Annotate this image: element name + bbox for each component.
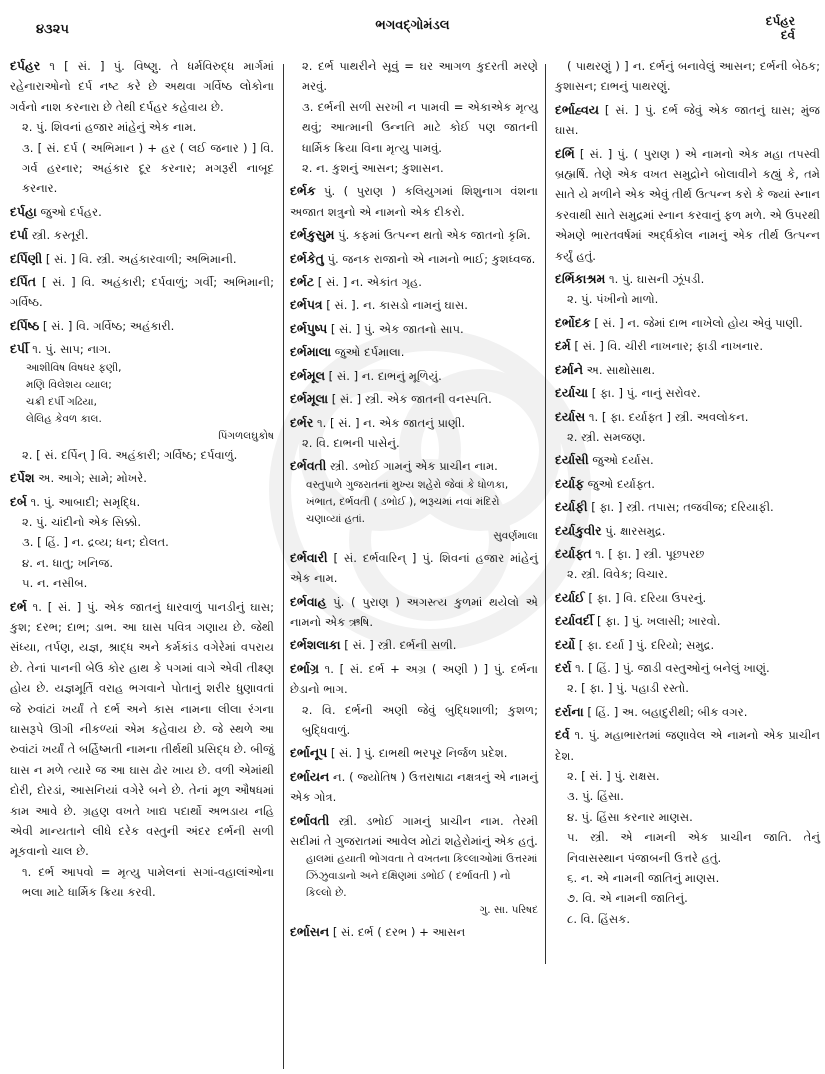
headword: દર્યાવર્દી [555, 613, 594, 629]
headword: દર્ભાહ્વય [555, 101, 599, 117]
definition: અ. સાથોસાથ. [586, 362, 656, 377]
dictionary-entry [555, 383, 820, 403]
definition: [ ફા. ] સ્ત્રી. તપાસ; તજવીજ; દરિયાફી. [591, 500, 774, 515]
headword: દર્યાફ [555, 475, 584, 491]
definition: [ સં. ]. ન. કાસડો નામનું ઘાસ. [326, 298, 468, 313]
definition: ૧ [ સં. ] પું. વિષ્ણુ. તે ધર્મવિરુદ્ધ માર્ગમાં રહેનારાઓનો દર્પ નષ્ટ કરે છે અથવા ગર્વિષ્ઠ લોકોના ગર્વનો નાશ કરનારા છે તેથી દર્પહર કહેવાય છે. [10, 59, 274, 114]
headword: દર્પેશ [10, 470, 35, 486]
definition: સ્ત્રી. ડભોઈ ગામનું એક પ્રાચીન નામ. [330, 459, 498, 474]
dictionary-entry [290, 366, 538, 386]
definition: [ સં. ] પું. દાભથી ભરપૂર નિર્જળ પ્રદેશ. [330, 746, 508, 761]
dictionary-entry [555, 521, 820, 541]
dictionary-entry [555, 588, 820, 608]
sub-sense: ૪. પું. હિંસા કરનાર માણસ. [567, 809, 693, 824]
definition: ૧. [ સં. ] ન. એક જાતનું પ્રાણી. [316, 415, 466, 430]
quote-line: ચક્રી દર્પી ગઢિયા, [26, 395, 97, 408]
headword: દર્માને [555, 361, 583, 377]
dictionary-entry [290, 342, 538, 362]
definition: [ હિં. ] અ. બહાદુરીથી; બીક વગર. [587, 704, 748, 719]
sub-sense: ૨. પું. પંખીનો માળો. [567, 292, 659, 307]
headword: દર્રાના [555, 703, 584, 719]
definition: [ સં. ] પું. ( પુરાણ ) એ નામનો એક મહા તપસ્વી બ્રહ્મર્ષિ. તેણે એક વખત સમુદ્રોને બોલાવીને કહ્યું કે, તમે સાતે યે મળીને એક એવું તીર્થ ઉત્પન્ન કરો કે જ્યાં સ્નાન કરવાથી સાતે સમુદ્રમાં સ્નાન કરવાનું ફળ મળે. એ ઉપરથી એમણે ભારતવર્ષમાં અર્દ્ધકોલ નામનું એક તીર્થ ઉત્પન્ન કર્યું હતું. [555, 146, 821, 263]
definition: [ સં. ] સ્ત્રી. દર્ભની સળી. [344, 638, 457, 653]
definition: [ સં. ] ન. જેમાં દાભ નાખેલો હોય એવું પાણી. [594, 315, 803, 330]
dictionary-entry [555, 725, 820, 929]
dictionary-entry [290, 659, 538, 741]
headword: દર્પી [10, 341, 29, 357]
headword: દર્ભવારી [290, 549, 328, 565]
dictionary-entry [10, 492, 274, 594]
dictionary-entry [10, 225, 274, 245]
headword: દર્ભર [290, 414, 314, 430]
headword: દર્મ [555, 338, 571, 354]
dictionary-entry [555, 144, 820, 266]
headword: દર્ભોદક [555, 314, 591, 330]
column-2 [290, 56, 538, 946]
citation-quote [10, 360, 274, 445]
headword: દર્ભવાહ [290, 593, 327, 609]
sub-sense: ૨. [ ફા. ] પું. પહાડી રસ્તો. [567, 681, 689, 696]
definition: [ સં. ] પું. દર્ભ જેવું એક જાતનું ઘાસ; મુંજ ઘાસ. [555, 102, 820, 138]
dictionary-entry [290, 272, 538, 292]
definition: ન. ( જ્યોતિષ ) ઉત્તરાષાઢા નક્ષત્રનું એ નામનું એક ગોત્ર. [290, 769, 538, 805]
dictionary-entry [555, 497, 820, 517]
citation-source: ગુ. સા. પરિષદ [479, 904, 538, 917]
sub-sense: ૫. ન. નસીબ. [22, 576, 88, 591]
headword: દર્યાકુવીર [555, 522, 602, 538]
column-3 [555, 56, 820, 932]
headword: દર્ભકુસુમ [290, 227, 335, 243]
headword: દર્યાચા [555, 385, 589, 401]
sub-sense: ૩. દર્ભની સળી સરખી ન પામવી = એકાએક મૃત્યુ થવું; આત્માની ઉન્નતિ માટે કોઈ પણ જાતની ધાર્મિક ક્રિયા વિના મૃત્યુ પામવું. [302, 99, 538, 155]
definition: ૧. પું. આબાદી; સમૃદ્ધિ. [30, 494, 141, 509]
definition: ૧. [ હિં. ] પું. જાડી વસ્તુઓનું બનેલું ખાણું. [575, 660, 770, 675]
definition: ૧. પું. સાપ; નાગ. [32, 342, 112, 357]
citation-quote [290, 851, 538, 919]
definition: જુઓ દર્યાફ્ત. [587, 476, 655, 491]
quote-line: લેલિહ કેવળ કાલ. [26, 412, 102, 425]
headword: દર્ભપુષ્પ [290, 320, 328, 336]
dictionary-entry [10, 249, 274, 269]
headword: દર્ભમાલા [290, 344, 332, 360]
definition: ( પાથરણું ) ] ન. દર્ભનું બનાવેલું આસન; દર્ભની બેઠક; કુશાસન; દાભનું પાથરણું. [555, 59, 820, 94]
headword: દર્ભમૂલા [290, 391, 328, 407]
sub-sense: ૨. સ્ત્રી. સમજણ. [567, 429, 646, 444]
definition: જુઓ દર્યાસ. [592, 453, 654, 468]
dictionary-entry [555, 474, 820, 494]
definition: [ સં. ] વિ. સ્ત્રી. અહંકારવાળી; અભિમાની. [45, 251, 237, 266]
definition: ૧. પું. મહાભારતમાં જણાવેલ એ નામનો એક પ્રાચીન દેશ. [555, 728, 821, 763]
sub-sense: ૨. વિ. દાભની પાસેનું. [302, 435, 400, 450]
dictionary-entry [290, 767, 538, 808]
headword: દર્વ [555, 727, 570, 743]
headword: દર્ભટ [290, 274, 315, 290]
definition: ૧. પું. ઘાસની ઝૂંપડી. [608, 272, 705, 287]
headword: દર્ભવતી [290, 458, 327, 474]
sub-sense: ૩. પું. હિંસા. [567, 789, 624, 804]
definition: પું. કફમાં ઉત્પન્ન થતો એક જાતનો કૃમિ. [338, 228, 531, 243]
dictionary-entry [290, 592, 538, 633]
dictionary-entry [555, 100, 820, 141]
definition: પું. ( પુરાણ ) કલિયુગમાં શિશુનાગ વંશના અજાત શત્રુનો એ નામનો એક દીકરો. [290, 184, 538, 219]
sub-sense: ૨. વિ. દર્ભની અણી જેવું બુદ્ધિશાળી; કુશળ; બુદ્ધિવાળું. [302, 702, 538, 737]
dictionary-entry [555, 635, 820, 655]
dictionary-entry [555, 336, 820, 356]
dictionary-entry [290, 635, 538, 655]
sub-sense: ૩. [ હિં. ] ન. દ્રવ્ય; ધન; દોલત. [22, 535, 169, 550]
definition: ૧. [ સં. ] પું. એક જાતનું ધારવાળું પાનડીનું ઘાસ; કુશ; દરભ; દાભ; ડાભ. આ ઘાસ પવિત્ર ગણાય છે. જેથી સંધ્યા, તર્પણ, યજ્ઞ, શ્રાદ્ધ અને કર્મકાંડ વગેરેમાં વપરાય છે. તેનાં પાનની બેઉ કોર હાથ કે પગમાં વાગે એવી તીક્ષ્ણ હોય છે. યજ્ઞમૂર્તિ વરાહ ભગવાને પોતાનું શરીર ધુણાવતાં જે રુવાંટાં ખર્યાં તે દર્ભ અને કાસ નામના લીલા રંગના ઘાસરૂપે ઊગી નીકળ્યાં એમ કહેવાય છે. જે સ્થળે આ રુવાંટાં ખર્યાં તે બર્હિષ્મતી નામના તીર્થથી પ્રસિદ્ધ છે. બીજું ઘાસ ન મળે ત્યારે જ આ ઘાસ ઢોર ખાય છે. વળી એમાંથી દોરી, દોરડાં, આસનિયાં વગેરે બને છે. તેનાં મૂળ ઔષધમાં કામ આવે છે. ગ્રહણ વખતે ખાદ્ય પદાર્થો અભડાય નહિ એવી માન્યતાને લીધે દરેક વસ્તુની અંદર દર્ભની સળી મૂકવાનો ચાલ છે. [10, 599, 274, 859]
column-divider [545, 64, 546, 964]
headword: દર્ભપત્ર [290, 297, 323, 313]
sub-sense: ૧. દર્ભ આપવો = મૃત્યુ પામેલનાં સગાં-વહાલાંઓના ભલા માટે ધાર્મિક ક્રિયા કરવી. [22, 864, 274, 900]
definition: [ ફા. ] વિ. દરિયા ઉપરનું. [588, 590, 707, 605]
dictionary-entry [290, 181, 538, 222]
headword: દર્ભશલાકા [290, 637, 341, 653]
definition: ૧. [ ફા. ] સ્ત્રી. પૂછપરછ [595, 546, 705, 561]
dictionary-entry [555, 360, 820, 380]
headword: દર્પિત [10, 274, 36, 290]
guide-word-first: દર્પહર [765, 14, 795, 28]
sub-sense: ૭. વિ. એ નામની જાતિનું. [567, 891, 688, 906]
sub-sense: ૪. ન. ધાતુ; ખનિજ. [22, 555, 114, 570]
headword: દર્પિષ્ઠ [10, 317, 40, 333]
definition: સ્ત્રી. ડભોઈ ગામનું પ્રાચીન નામ. તેરમી સદીમાં તે ગુજરાતમાં આવેલ મોટાં શહેરોમાંનું એક હતું. [290, 813, 539, 848]
definition: પું. ક્ષારસમુદ્ર. [605, 523, 666, 538]
headword: દર્ભમૂલ [290, 367, 325, 383]
headword: દર્રા [555, 659, 572, 675]
headword: દર્ભાયન [290, 768, 330, 784]
sub-sense: ૫. સ્ત્રી. એ નામની એક પ્રાચીન જાતિ. તેનું નિવાસસ્થાન પંજાબની ઉત્તરે હતું. [567, 830, 820, 865]
dictionary-entry [290, 389, 538, 409]
dictionary-entry [10, 56, 274, 199]
headword: દર્યાસ [555, 408, 586, 424]
sub-sense: ૨. સ્ત્રી. વિવેક; વિચાર. [567, 567, 668, 582]
sub-sense: ૨. દર્ભ પાથરીને સૂવું = ઘર આગળ કુદરતી મરણે મરવું. [302, 59, 538, 94]
headword: દર્ભાસન [290, 924, 330, 940]
definition: [ સં. દર્ભ ( દરભ ) + આસન [332, 925, 466, 940]
dictionary-entry [555, 269, 820, 310]
dictionary-entry [290, 249, 538, 269]
guide-word-last: દર્વ [780, 28, 795, 42]
dictionary-entry [555, 544, 820, 585]
headword: દર્પિણી [10, 250, 43, 266]
dictionary-entry [10, 272, 274, 313]
definition: [ ફા. ] પું. ખલાસી; ખારવો. [597, 614, 721, 629]
column-divider [283, 64, 284, 1069]
dictionary-entry [555, 407, 820, 448]
dictionary-entry [290, 319, 538, 339]
definition: [ સં. ] વિ. અહંકારી; દર્પવાળું; ગર્વી; અભિમાની; ગર્વિષ્ઠ. [10, 275, 274, 310]
sub-sense: ૩. [ સં. દર્પ ( અભિમાન ) + હર ( લઈ જનાર ) ] વિ. ગર્વ હરનાર; અહંકાર દૂર કરનાર; મગરૂરી નાબૂદ કરનાર. [22, 140, 274, 196]
headword: દર્યાફી [555, 499, 588, 515]
quote-line: મણિ વિલેશય વ્યાલ; [26, 378, 112, 391]
definition: [ ફા. દર્યા ] પું. દરિયો; સમુદ્ર. [578, 637, 715, 652]
dictionary-entry [290, 413, 538, 454]
dictionary-entry [290, 743, 538, 763]
headword: દર્ભિકાશ્રમ [555, 271, 606, 287]
dictionary-entry [290, 922, 538, 942]
citation-quote [290, 477, 538, 545]
sub-sense: ૨. [ સં. ] પું. રાક્ષસ. [567, 769, 660, 783]
definition: [ સં. ] સ્ત્રી. એક જાતની વનસ્પતિ. [331, 392, 492, 407]
sub-sense: ૨. પું. ચાંદીનો એક સિક્કો. [22, 514, 142, 529]
dictionary-entry [555, 313, 820, 333]
headword: દર્બ [10, 493, 27, 509]
running-title: ભગવદ્ગોમંડલ [375, 18, 450, 33]
headword: દર્યો [555, 636, 576, 652]
dictionary-entry [290, 56, 538, 178]
headword: દર્પહર [10, 58, 41, 73]
definition: [ ફા. ] પું. નાનું સરોવર. [591, 386, 701, 401]
guide-words [766, 14, 795, 42]
dictionary-entry [290, 548, 538, 589]
headword: દર્ભકેતુ [290, 250, 324, 266]
headword: દર્ભ [10, 598, 27, 614]
definition: [ સં. ] પું. એક જાતનો સાપ. [330, 321, 464, 336]
dictionary-entry [555, 702, 820, 722]
dictionary-entry [555, 450, 820, 470]
citation-source: સુવર્ણમાલા [493, 529, 538, 542]
headword: દર્ભક [290, 183, 316, 199]
dictionary-entry [10, 597, 274, 903]
definition: જુઓ દર્પમાલા. [334, 345, 405, 360]
dictionary-entry [290, 295, 538, 315]
definition: અ. આગે; સામે; મોખરે. [38, 471, 147, 486]
column-1 [10, 56, 274, 906]
definition: [ સં. ] ન. દાભનું મૂળિયું. [328, 368, 442, 383]
dictionary-entry [290, 811, 538, 920]
definition: પું. ( પુરાણ ) અગસ્ત્ય કુળમાં થયેલો એ નામનો એક ઋષિ. [290, 594, 538, 629]
dictionary-entry [10, 339, 274, 465]
headword: દર્ભાગ્ર [290, 660, 319, 676]
dictionary-entry [555, 611, 820, 631]
definition: પું. જનક રાજાનો એ નામનો ભાઈ; કુશધ્વજ. [327, 251, 536, 266]
page-number: ૪૩૨૫ [36, 22, 69, 37]
definition: [ સં. દર્ભવારિન્ ] પું. શિવનાં હજાર માંહેનું એક નામ. [290, 550, 539, 586]
headword: દર્ભિ [555, 145, 575, 161]
headword: દર્પા [10, 227, 29, 243]
headword: દર્ભાનૂપ [290, 745, 328, 761]
definition: જુઓ દર્પહર. [40, 204, 102, 219]
citation-source: પિંગળલઘુકોષ [218, 429, 274, 442]
headword: દર્પહા [10, 203, 37, 219]
sub-sense: ૬. ન. એ નામની જાતિનું માણસ. [567, 871, 720, 886]
sub-sense: ૨. [ સં. દર્પિન્ ] વિ. અહંકારી; ગર્વિષ્ઠ; દર્પવાળું. [22, 447, 238, 462]
dictionary-entry [290, 456, 538, 544]
sub-sense: ૮. વિ. હિંસક. [567, 911, 631, 926]
headword: દર્યાફ્ત [555, 545, 592, 561]
dictionary-entry [10, 316, 274, 336]
definition: [ સં. ] વિ. ગર્વિષ્ઠ; અહંકારી. [42, 318, 175, 333]
quote-line: વસ્તુપાળે ગુજરાતનાં મુખ્ય શહેરો જેવાં કે ધોળકા, ખંભાત, દર્ભવતી ( ડભોઈ ), ભરૂચમાં નવાં મંદિરો ચણાવ્યાં હતાં. [306, 478, 509, 525]
definition: ૧. [ ફા. દર્યાફ્ત ] સ્ત્રી. અવલોકન. [588, 409, 749, 424]
headword: દર્યાઈ [555, 589, 585, 605]
definition: ૧. [ સં. દર્ભ + અગ્ર ( અણી ) ] પું. દર્ભના છેડાનો ભાગ. [290, 661, 539, 697]
dictionary-entry [555, 658, 820, 699]
dictionary-entry [10, 468, 274, 488]
definition: સ્ત્રી. કસ્તૂરી. [31, 228, 89, 243]
sub-sense: ૨. ન. કુશનું આસન; કુશાસન. [302, 161, 444, 176]
dictionary-entry [555, 56, 820, 97]
headword: દર્યાસી [555, 452, 589, 468]
headword: દર્ભાવતી [290, 812, 330, 828]
definition: [ સં. ] વિ. ચીરી નાખનાર; ફાડી નાખનાર. [574, 339, 764, 354]
sub-sense: ૨. પું. શિવનાં હજાર માંહેનું એક નામ. [22, 120, 197, 135]
definition: [ સં. ] ન. એકાંત ગૃહ. [317, 275, 422, 290]
dictionary-entry [10, 202, 274, 222]
dictionary-entry [290, 225, 538, 245]
quote-line: આશીવિષ વિષધર ફણી, [26, 361, 122, 374]
page-header [0, 0, 825, 48]
quote-line: હાલમાં હયાતી ભોગવતા તે વખતના કિલ્લાઓમાં ઉત્તરમાં ઝિંઝુવાડાનો અને દક્ષિણમાં ડભોઈ ( દર્ભાવતી ) નો કિલ્લો છે. [306, 853, 538, 900]
